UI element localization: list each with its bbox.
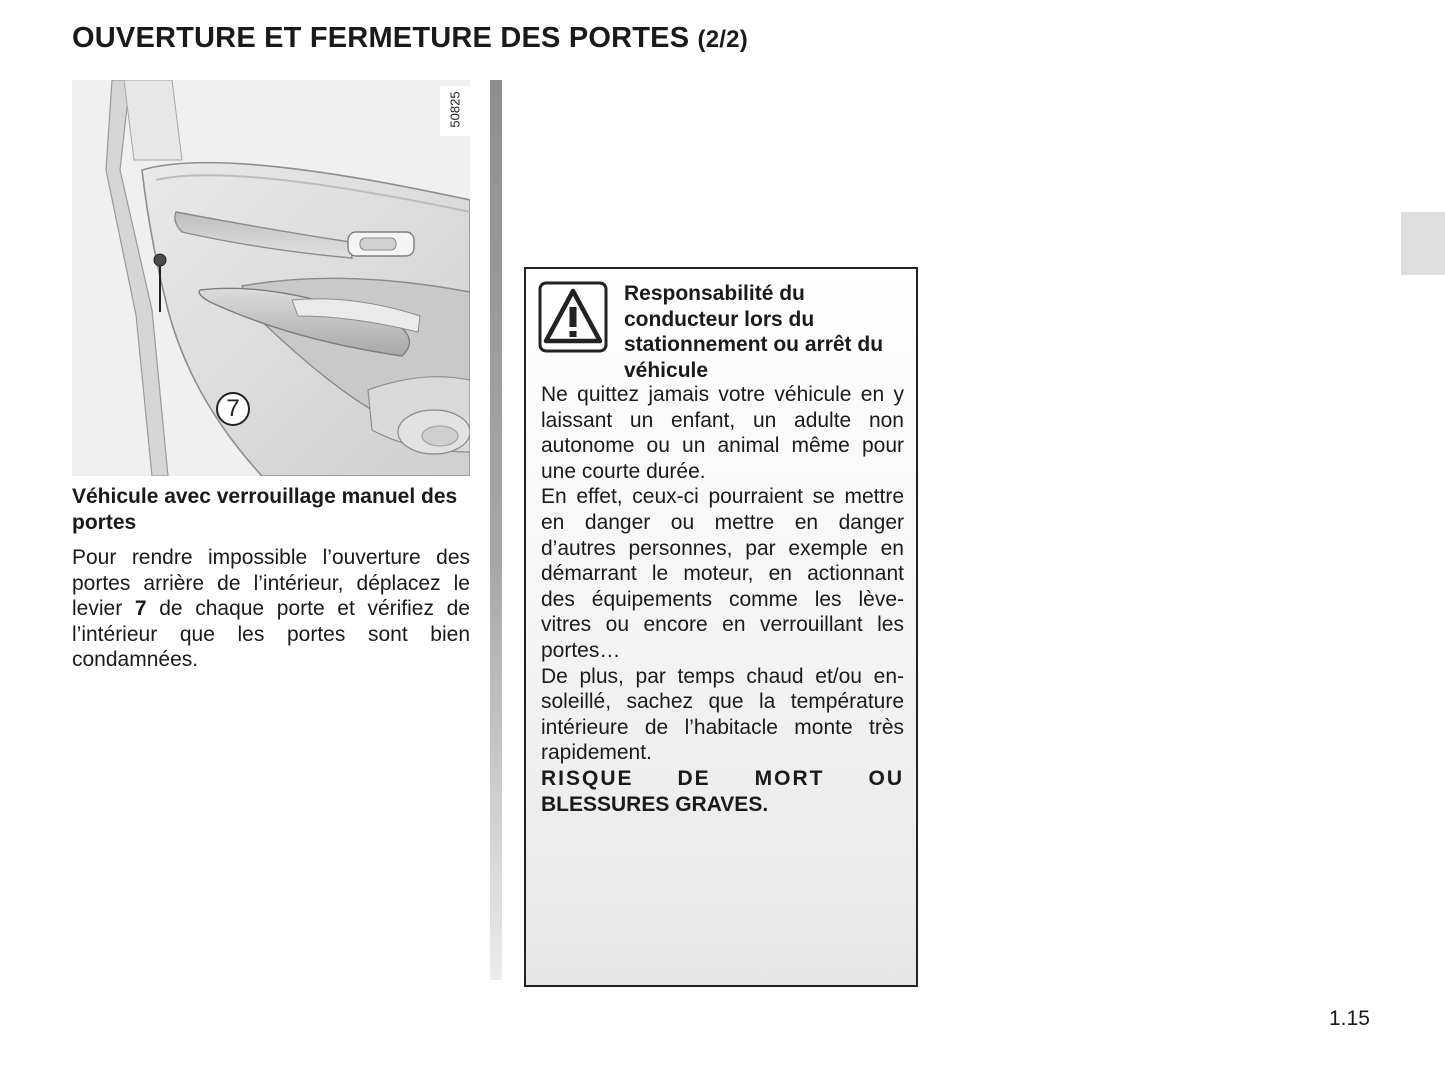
warning-triangle-icon: [538, 281, 608, 353]
warning-paragraph-1: Ne quittez jamais votre véhicule en y laissant un enfant, un adulte non autonome ou un animal même pour une courte durée.: [541, 383, 904, 483]
column-divider: [490, 80, 502, 980]
page-title-part: (2/2): [697, 26, 748, 53]
lever-reference: 7: [134, 597, 147, 621]
chapter-tab: [1401, 212, 1445, 275]
warning-risk-line-1: RISQUE DE MORT OU: [541, 766, 904, 790]
callout-7: 7: [216, 392, 250, 426]
figure-reference: [440, 86, 470, 136]
page-number: 1.15: [1329, 1007, 1370, 1030]
warning-paragraph-2: En effet, ceux-ci pourraient se mettre en danger ou mettre en danger d’autres personnes, par exemple en démarrant le moteur, en actionnant des équipements comme les lève-vitres ou encore en verrouillant les portes…: [541, 485, 904, 662]
rear-door-drawing: [72, 80, 470, 476]
page-title: [72, 22, 748, 55]
warning-text: [541, 382, 904, 817]
warning-box: [524, 267, 918, 987]
body-text-start: Pour rendre impossible l’ouverture des portes arrière de l’intérieur, déplacez le levier: [72, 546, 470, 621]
warning-title: Responsabilité du conducteur lors du stationnement ou arrêt du véhicule: [624, 282, 884, 382]
door-illustration: [72, 80, 470, 476]
body-text-end: de chaque porte et vérifiez de l’intérieur que les portes sont bien condamnées.: [72, 597, 470, 672]
warning-paragraph-3: De plus, par temps chaud et/ou ensoleillé, sachez que la température intérieure de l’habitacle monte très rapidement.: [541, 664, 904, 765]
warning-risk-line-2: BLESSURES GRAVES.: [541, 792, 769, 816]
warning-risk: [541, 766, 904, 817]
section-heading: Véhicule avec verrouillage manuel des portes: [72, 485, 458, 534]
figure-reference-number: 50825: [447, 91, 463, 128]
page-title-text: OUVERTURE ET FERMETURE DES PORTES: [72, 22, 690, 54]
section-body: [72, 545, 470, 673]
